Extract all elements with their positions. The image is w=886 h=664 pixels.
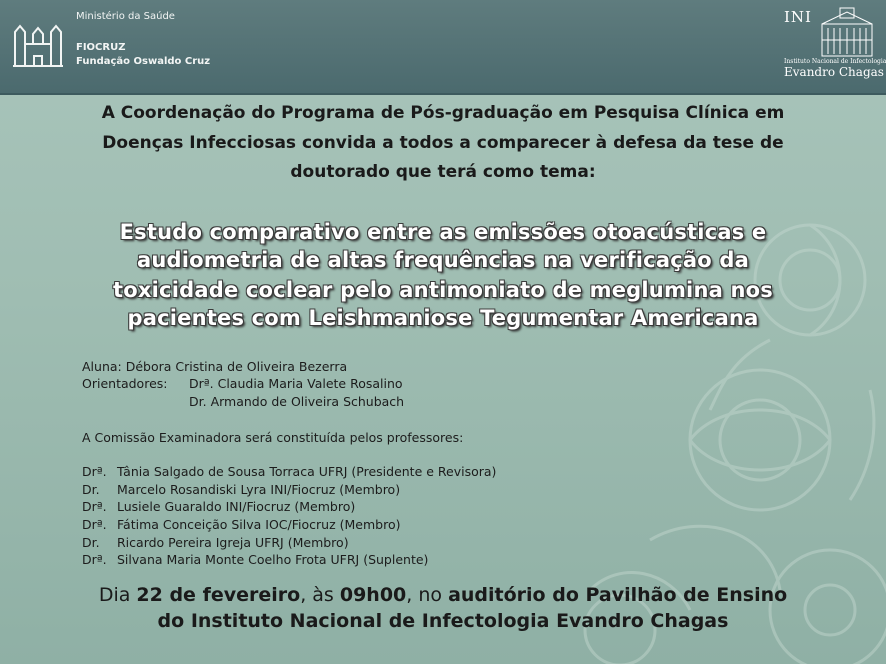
committee-member	[82, 499, 355, 514]
thesis-title-line: audiometria de altas frequências na verificação da	[137, 248, 749, 272]
member-title: Drª.	[82, 517, 107, 532]
member-name: Fátima Conceição Silva IOC/Fiocruz (Membro)	[117, 517, 401, 532]
ini-building-icon	[820, 6, 874, 58]
advisors-label: Orientadores:	[82, 376, 168, 391]
event-sep: , às	[300, 584, 340, 606]
event-prefix: Dia	[98, 584, 137, 606]
event-place: auditório do Pavilhão de Ensino	[448, 584, 788, 606]
event-time: 09h00	[339, 584, 407, 606]
advisor-name: Drª. Claudia Maria Valete Rosalino	[189, 376, 403, 391]
member-name: Ricardo Pereira Igreja UFRJ (Membro)	[117, 535, 349, 550]
event-date: 22 de fevereiro	[136, 584, 301, 606]
thesis-title-line: Estudo comparativo entre as emissões otoacústicas e	[119, 220, 767, 244]
thesis-title-line: toxicidade coclear pelo antimoniato de meglumina nos	[113, 278, 773, 302]
header-divider	[0, 93, 886, 95]
member-title: Drª.	[82, 499, 107, 514]
ini-logo	[780, 4, 886, 90]
ini-acronym: INI	[784, 8, 812, 26]
member-name: Tânia Salgado de Sousa Torraca UFRJ (Presidente e Revisora)	[117, 464, 497, 479]
event-sep: , no	[406, 584, 449, 606]
member-title: Dr.	[82, 535, 100, 550]
intro-line: A Coordenação do Programa de Pós-graduação em Pesquisa Clínica em	[101, 103, 785, 123]
member-name: Marcelo Rosandiski Lyra INI/Fiocruz (Membro)	[117, 482, 401, 497]
member-title: Drª.	[82, 552, 107, 567]
student-name: Aluna: Débora Cristina de Oliveira Bezerra	[82, 359, 348, 374]
ini-full-name: Instituto Nacional de Infectologia	[784, 58, 886, 65]
member-name: Silvana Maria Monte Coelho Frota UFRJ (Suplente)	[117, 552, 429, 567]
member-title: Dr.	[82, 482, 100, 497]
thesis-title-line: pacientes com Leishmaniose Tegumentar Americana	[127, 306, 759, 330]
fiocruz-label: FIOCRUZ	[76, 42, 126, 53]
member-title: Drª.	[82, 464, 107, 479]
intro-line: Doenças Infecciosas convida a todos a comparecer à defesa da tese de	[102, 133, 784, 153]
ministry-label: Ministério da Saúde	[76, 11, 175, 22]
committee-member	[82, 517, 400, 532]
intro-line: doutorado que terá como tema:	[290, 162, 596, 182]
committee-member	[82, 482, 400, 497]
event-date-line	[0, 584, 886, 606]
commission-intro: A Comissão Examinadora será constituída pelos professores:	[82, 430, 464, 445]
foundation-label: Fundação Oswaldo Cruz	[76, 56, 211, 67]
event-place-line: do Instituto Nacional de Infectologia Evandro Chagas	[157, 610, 729, 632]
ini-institute-name: Evandro Chagas	[784, 65, 884, 79]
advisor-name: Dr. Armando de Oliveira Schubach	[189, 394, 405, 409]
committee-member	[82, 535, 349, 550]
committee-member	[82, 552, 428, 567]
member-name: Lusiele Guaraldo INI/Fiocruz (Membro)	[117, 499, 356, 514]
ministry-building-logo	[12, 14, 64, 68]
committee-member	[82, 464, 496, 479]
